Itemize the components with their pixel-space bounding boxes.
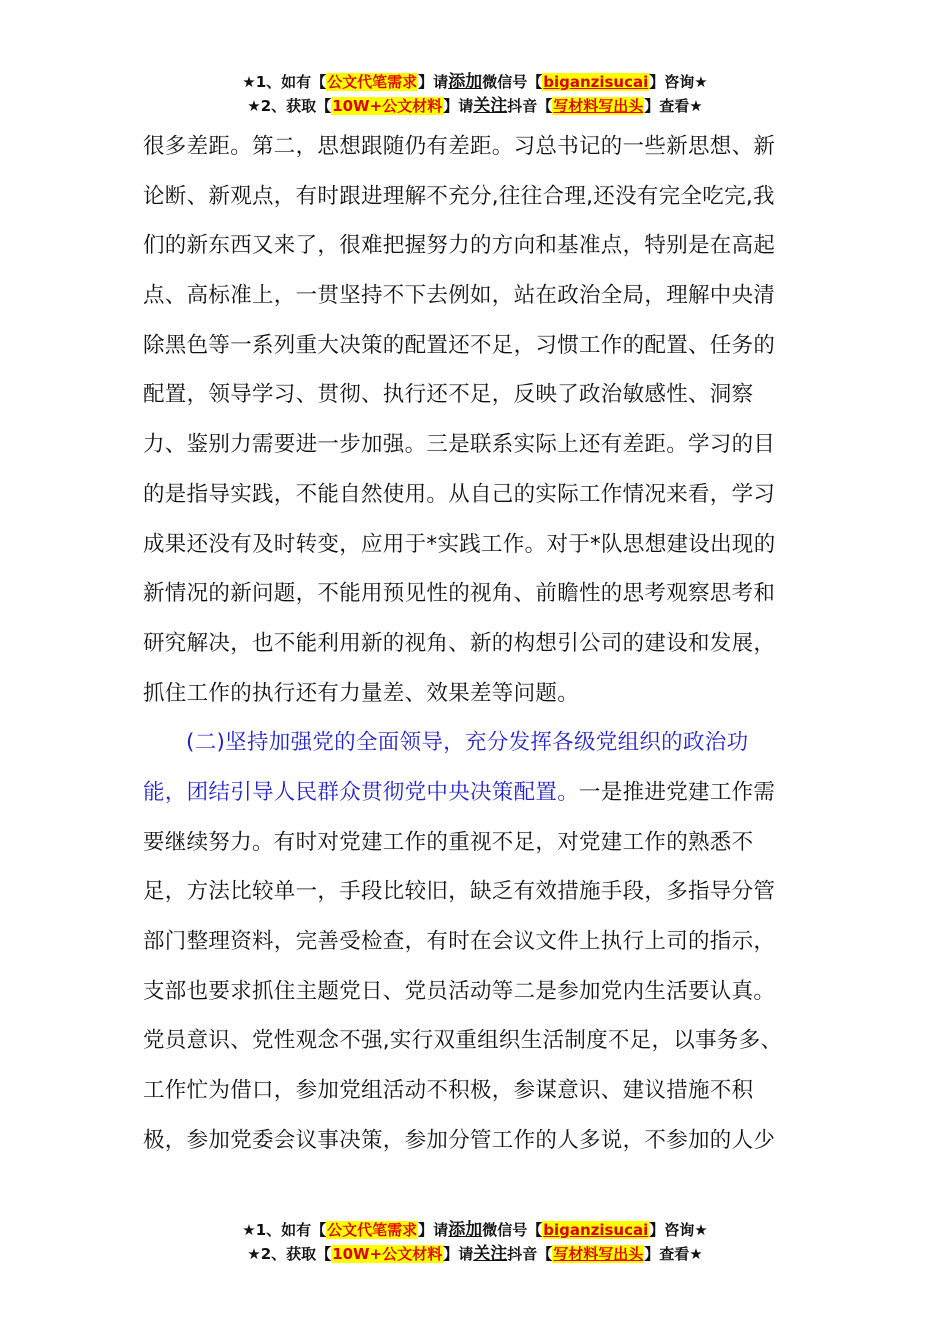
banner-line-1: [0, 70, 950, 94]
text-line: 要继续努力。有时对党建工作的重视不足，对党建工作的熟悉不: [143, 829, 754, 855]
text-line: 支部也要求抓住主题党日、党员活动等二是参加党内生活要认真。: [143, 978, 776, 1004]
banner-text: 】查看★: [644, 97, 703, 115]
banner-text: 抖音【: [507, 1245, 553, 1263]
banner-text: 微信号【: [482, 73, 543, 91]
text-line: 极，参加党委会议事决策，参加分管工作的人多说，不参加的人少: [143, 1127, 776, 1153]
banner-text: 微信号【: [482, 1221, 543, 1239]
text-line: 工作忙为借口，参加党组活动不积极，参谋意识、建议措施不积: [143, 1078, 754, 1104]
banner-text: 】请: [418, 73, 449, 91]
text-line: 党员意识、党性观念不强,实行双重组织生活制度不足，以事务多、: [143, 1028, 783, 1054]
underlined-add: 添加: [448, 72, 483, 92]
text-line: 的是指导实践，不能自然使用。从自己的实际工作情况来看，学习: [143, 481, 776, 507]
text-line: 点、高标准上，一贯坚持不下去例如，站在政治全局，理解中央清: [143, 283, 776, 309]
text-line: 一是推进党建工作需: [579, 779, 776, 805]
banner-text: ★2、获取【: [247, 1245, 332, 1263]
underlined-follow: 关注: [473, 1244, 508, 1264]
banner-text: ★1、如有【: [242, 1221, 327, 1239]
header-banner: [0, 70, 950, 118]
text-line: 除黑色等一系列重大决策的配置还不足，习惯工作的配置、任务的: [143, 332, 776, 358]
text-line: 力、鉴别力需要进一步加强。三是联系实际上还有差距。学习的目: [143, 432, 776, 458]
text-line: 论断、新观点，有时跟进理解不充分,往往合理,还没有完全吃完,我: [143, 183, 775, 209]
wechat-id-link[interactable]: biganzisucai: [543, 1221, 649, 1239]
highlight-materials: 10W+公文材料: [332, 1245, 443, 1263]
douyin-account-link[interactable]: 写材料写出头: [553, 1245, 644, 1263]
section-heading-continued: [143, 768, 803, 818]
banner-line-2: [0, 94, 950, 118]
banner-line-2: [0, 1242, 950, 1266]
banner-text: ★2、获取【: [247, 97, 332, 115]
section-heading-tail: 能，团结引导人民群众贯彻党中央决策配置。: [143, 779, 580, 805]
douyin-account-link[interactable]: 写材料写出头: [553, 97, 644, 115]
footer-banner: [0, 1218, 950, 1266]
highlight-ghostwriting: 公文代笔需求: [327, 1221, 418, 1239]
banner-text: 】请: [418, 1221, 449, 1239]
underlined-follow: 关注: [473, 96, 508, 116]
document-body: [143, 122, 803, 1165]
underlined-add: 添加: [448, 1220, 483, 1240]
text-line: 新情况的新问题，不能用预见性的视角、前瞻性的思考观察思考和: [143, 581, 776, 607]
text-line: 研究解决，也不能利用新的视角、新的构想引公司的建设和发展，: [143, 630, 776, 656]
banner-text: 】请: [443, 1245, 474, 1263]
text-line: 成果还没有及时转变，应用于*实践工作。对于*队思想建设出现的: [143, 531, 776, 557]
text-line: 部门整理资料，完善受检查，有时在会议文件上执行上司的指示，: [143, 929, 776, 954]
highlight-ghostwriting: 公文代笔需求: [327, 73, 418, 91]
banner-text: 】咨询★: [649, 1221, 708, 1239]
banner-text: ★1、如有【: [242, 73, 327, 91]
section-heading: (二)坚持加强党的全面领导，充分发挥各级党组织的政治功: [186, 730, 749, 756]
banner-text: 】咨询★: [649, 73, 708, 91]
banner-text: 】查看★: [644, 1245, 703, 1263]
text-line: 很多差距。第二，思想跟随仍有差距。习总书记的一些新思想、新: [143, 134, 776, 159]
banner-text: 抖音【: [507, 97, 553, 115]
text-line: 足，方法比较单一，手段比较旧，缺乏有效措施手段，多指导分管: [143, 879, 776, 905]
banner-text: 】请: [443, 97, 474, 115]
wechat-id-link[interactable]: biganzisucai: [543, 73, 649, 91]
text-line: 们的新东西又来了，很难把握努力的方向和基准点，特别是在高起: [143, 233, 776, 259]
highlight-materials: 10W+公文材料: [332, 97, 443, 115]
banner-line-1: [0, 1218, 950, 1242]
text-line: 配置，领导学习、贯彻、执行还不足，反映了政治敏感性、洞察: [143, 382, 754, 408]
text-line: 抓住工作的执行还有力量差、效果差等问题。: [143, 680, 580, 706]
